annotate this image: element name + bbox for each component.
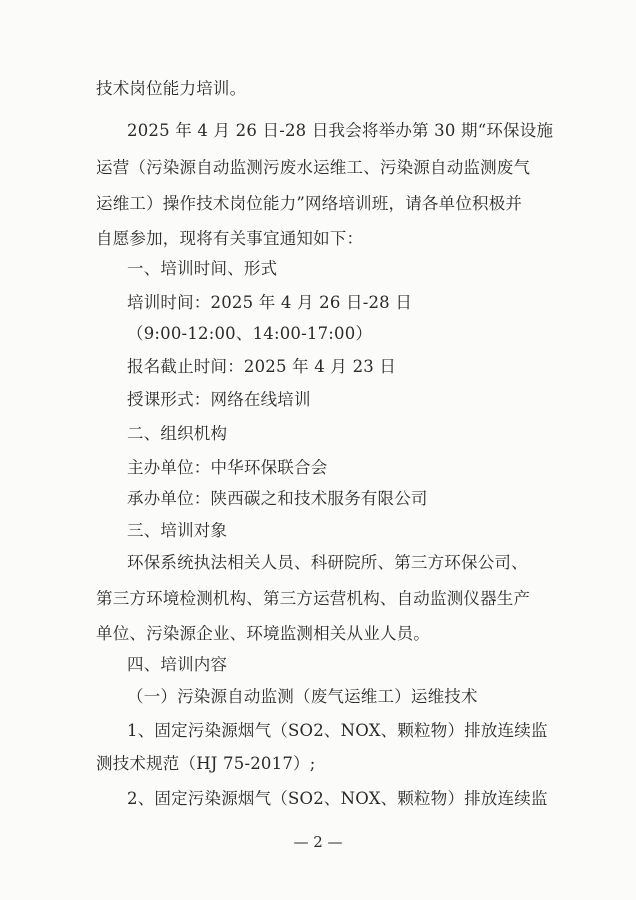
text-line: 授课形式：网络在线培训 <box>127 390 311 409</box>
text-line: 技术岗位能力培训。 <box>96 79 247 98</box>
text-line: 培训时间：2025 年 4 月 26 日-28 日 <box>127 293 413 312</box>
section-heading: 二、组织机构 <box>127 424 228 443</box>
text-line: 单位、污染源企业、环境监测相关从业人员。 <box>96 624 430 643</box>
section-heading: 一、培训时间、形式 <box>127 259 278 278</box>
text-line: 主办单位：中华环保联合会 <box>127 458 328 477</box>
text-line: 环保系统执法相关人员、科研院所、第三方环保公司、 <box>127 553 528 572</box>
section-heading: 三、培训对象 <box>127 521 228 540</box>
text-line: 运营（污染源自动监测污废水运维工、污染源自动监测废气 <box>96 158 531 177</box>
page-number: — 2 — <box>293 833 343 851</box>
text-line: 2、固定污染源烟气（SO2、NOX、颗粒物）排放连续监 <box>127 789 548 808</box>
subsection-heading: （一）污染源自动监测（废气运维工）运维技术 <box>127 687 478 706</box>
text-line: （9:00-12:00、14:00-17:00） <box>127 324 373 343</box>
section-heading: 四、培训内容 <box>127 655 228 674</box>
text-line: 第三方环境检测机构、第三方运营机构、自动监测仪器生产 <box>96 589 531 608</box>
text-line: 2025 年 4 月 26 日-28 日我会将举办第 30 期“环保设施 <box>127 121 554 140</box>
text-line: 报名截止时间：2025 年 4 月 23 日 <box>127 357 397 376</box>
text-line: 承办单位：陕西碳之和技术服务有限公司 <box>127 489 428 508</box>
text-line: 测技术规范（HJ 75-2017）; <box>96 754 316 773</box>
text-line: 1、固定污染源烟气（SO2、NOX、颗粒物）排放连续监 <box>127 721 548 740</box>
text-line: 自愿参加，现将有关事宜通知如下： <box>96 229 364 248</box>
text-line: 运维工）操作技术岗位能力”网络培训班，请各单位积极并 <box>96 194 523 213</box>
